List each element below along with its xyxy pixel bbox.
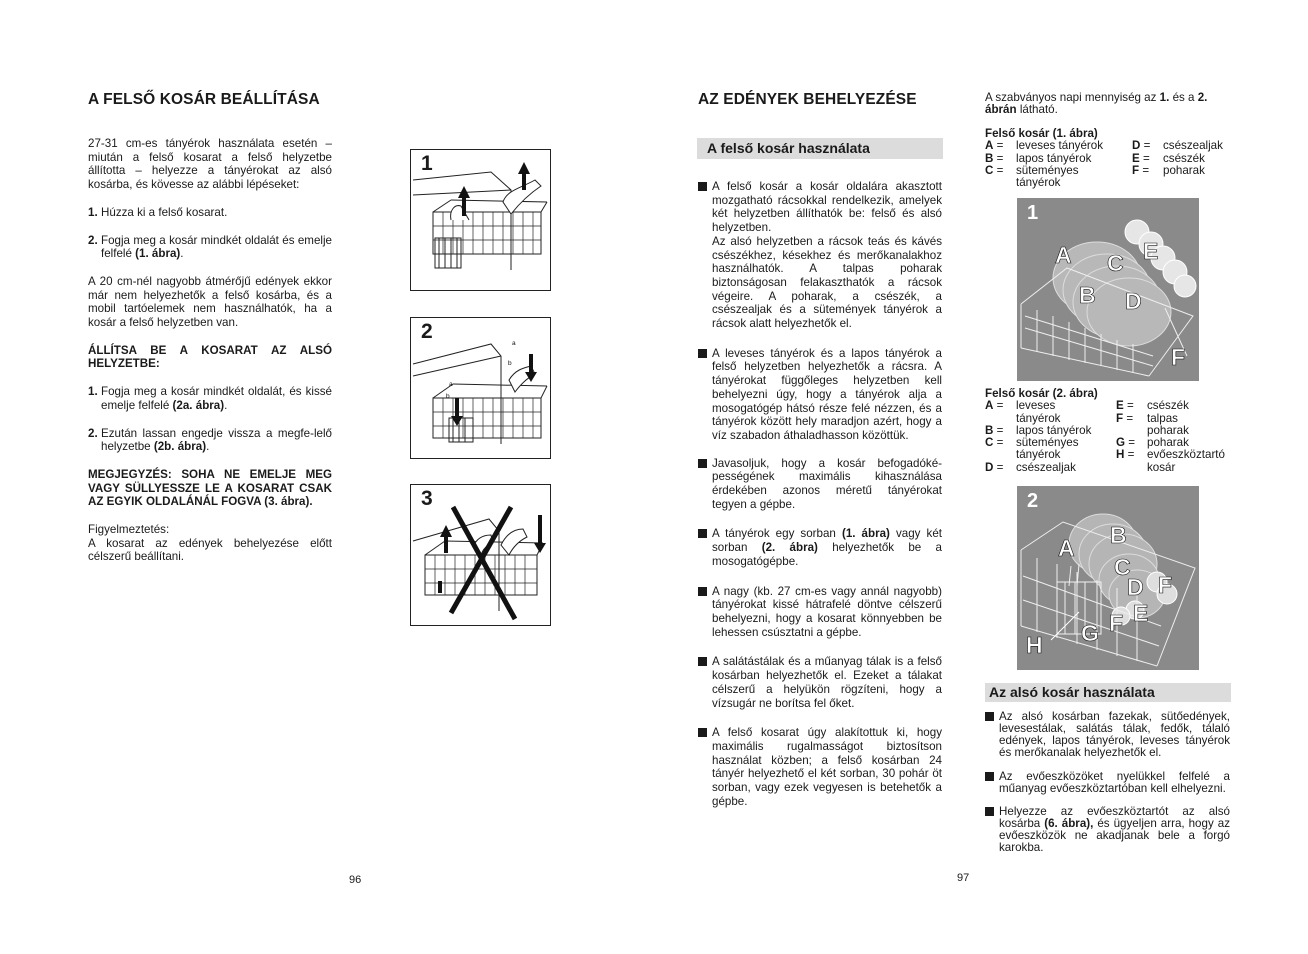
bullet-item bbox=[698, 585, 942, 640]
photo-label: C bbox=[1114, 554, 1131, 580]
figure-2 bbox=[410, 317, 551, 459]
legend-value: leveses tányérok bbox=[1016, 139, 1103, 153]
bullet-text-wrap bbox=[999, 806, 1230, 854]
figure-ref: (2b. ábra) bbox=[153, 440, 207, 454]
bullet-text-wrap bbox=[712, 180, 942, 331]
left-page-title: A FELSŐ KOSÁR BEÁLLÍTÁSA bbox=[88, 91, 320, 108]
step-1 bbox=[88, 206, 332, 220]
photo-label: A bbox=[1055, 242, 1072, 268]
photo-label: F bbox=[1171, 344, 1186, 370]
photo-label: G bbox=[1081, 620, 1099, 646]
legend-value: evőeszköztartó kosár bbox=[1147, 448, 1225, 474]
bullet-item bbox=[985, 711, 1230, 759]
legend-key: E bbox=[1132, 151, 1140, 165]
photo-upper-basket-1 bbox=[1017, 198, 1199, 381]
legend-value: talpas poharak bbox=[1147, 411, 1189, 437]
figure-1 bbox=[410, 149, 551, 291]
intro-text: látható. bbox=[1019, 103, 1058, 117]
legend-value: lapos tányérok bbox=[1016, 423, 1092, 437]
legend-columns bbox=[985, 140, 1235, 189]
fig2-mark-b: b bbox=[446, 393, 450, 400]
step-text-wrap: Fogja meg a kosár mindkét oldalát és emelje felfelé (1. ábra). bbox=[101, 233, 332, 261]
photo-label: A bbox=[1058, 535, 1075, 561]
step-text: Fogja meg a kosár mindkét oldalát és emelje felfelé bbox=[101, 233, 332, 261]
photo-label: F bbox=[1158, 572, 1173, 598]
page-number-left: 96 bbox=[349, 874, 362, 886]
photo-number: 1 bbox=[1027, 202, 1039, 224]
photo-label: E bbox=[1143, 238, 1159, 264]
note-label: Figyelmeztetés: bbox=[88, 523, 170, 537]
intro-text: A szabványos napi mennyiség az bbox=[985, 91, 1157, 104]
legend-value: lapos tányérok bbox=[1016, 151, 1092, 165]
legend-key: B bbox=[985, 151, 994, 165]
legend-key-wrap: C = bbox=[985, 436, 1004, 450]
bullet-text: A nagy (kb. 27 cm-es vagy annál nagyobb) tányérokat kissé hátrafelé döntve célszerű behelyezni, hogy a kosarat könnyebben be lehessen csúsztatni a gépbe. bbox=[712, 584, 942, 639]
legend-entry bbox=[985, 462, 1116, 474]
legend-fig-2 bbox=[985, 388, 1235, 474]
photo-label: D bbox=[1125, 288, 1142, 314]
legend-col-left bbox=[985, 140, 1132, 189]
left-warning: MEGJEGYZÉS: SOHA NE EMELJE MEG VAGY SÜLLYESSZE LE A KOSARAT CSAK AZ EGYIK OLDALÁNÁL FOGVA (3. ábra). bbox=[88, 467, 332, 509]
bullet-text: Az evőeszközöket nyelükkel felfelé a műanyag evőeszköztartóban kell elhelyezni. bbox=[999, 769, 1230, 795]
figure-ref: (1. ábra) bbox=[841, 527, 890, 541]
basket-lower-illustration bbox=[411, 318, 550, 458]
bullet-square-icon bbox=[985, 807, 994, 816]
figure-ref: (1. ábra) bbox=[135, 247, 181, 261]
bullet-square-icon bbox=[698, 349, 707, 358]
legend-value: poharak bbox=[1163, 163, 1205, 177]
photo-label: C bbox=[1107, 250, 1124, 276]
step-text: Húzza ki a felső kosarat. bbox=[101, 205, 228, 219]
photo-label: H bbox=[1026, 632, 1043, 658]
legend-fig-1 bbox=[985, 128, 1235, 189]
basket-raise-illustration bbox=[411, 150, 550, 290]
legend-entry bbox=[985, 165, 1132, 190]
note-text: A kosarat az edények behelyezése előtt célszerű beállítani. bbox=[88, 536, 332, 564]
legend-value: süteményes tányérok bbox=[1016, 163, 1079, 190]
step-text: Ezután lassan engedje vissza a megfe-lelő helyzetbe bbox=[101, 426, 332, 454]
legend-key: C bbox=[985, 436, 994, 450]
legend-key: F bbox=[1116, 411, 1124, 425]
legend-key-wrap: B = bbox=[985, 151, 1004, 165]
legend-col-right bbox=[1116, 400, 1235, 474]
left-para-2: A 20 cm-nél nagyobb átmérőjű edények ekkor már nem helyezhetők a felső kosárba, és a mobil tartóelemek nem használhatók, ha a kosár a felső helyzetben van. bbox=[88, 274, 332, 330]
step-b2 bbox=[88, 427, 332, 454]
bullet-text: A leveses tányérok és a lapos tányérok a felső helyzetben helyezhetők a rácsra. A tányérokat függőleges helyzetben kell behelyezni úgy, hogy a tányérok alja a mosogatógép hátsó része felé nézzen, és a tányérok között hely maradjon azért, hogy a víz szabadon áthaladhasson közöttük. bbox=[712, 346, 942, 442]
bullet-square-icon bbox=[698, 182, 707, 191]
photo-upper-basket-2 bbox=[1017, 486, 1199, 670]
legend-entry bbox=[985, 140, 1132, 152]
step-number: 1. bbox=[88, 385, 98, 399]
bullet-text: Helyezze az evőeszköztartót az alsó kosárba bbox=[999, 805, 1230, 831]
left-intro: 27-31 cm-es tányérok használata esetén – miután a felső kosarat a felső helyzetbe állította – helyezze a tányérokat az alsó kosárba, és kövesse az alábbi lépéseket: bbox=[88, 137, 332, 192]
legend-key-wrap: A = bbox=[985, 139, 1004, 153]
figure-number: 1 bbox=[421, 152, 433, 175]
bullet-square-icon bbox=[698, 587, 707, 596]
right-bullets bbox=[985, 711, 1230, 870]
intro-ref: 2. ábrán bbox=[985, 91, 1208, 117]
legend-entry bbox=[985, 400, 1116, 425]
legend-key-wrap: D = bbox=[1132, 139, 1151, 153]
photo-label: B bbox=[1110, 522, 1127, 548]
legend-value: leveses tányérok bbox=[1016, 399, 1061, 425]
bullet-item bbox=[698, 527, 942, 568]
section-upper-basket: A felső kosár használata bbox=[697, 138, 943, 159]
legend-key: D bbox=[1132, 139, 1141, 153]
bullet-text: és ügyeljen arra, hogy az evőeszközök ne akadjanak bele a forgó karokba. bbox=[999, 817, 1230, 855]
bullet-square-icon bbox=[698, 459, 707, 468]
bullet-text: vagy két sorban bbox=[712, 527, 942, 555]
legend-value: csészék bbox=[1163, 151, 1205, 165]
intro-text: és a bbox=[1172, 91, 1195, 104]
middle-title: AZ EDÉNYEK BEHELYEZÉSE bbox=[698, 91, 917, 108]
legend-key-wrap: G = bbox=[1116, 436, 1136, 450]
bullet-text: Az alsó kosárban fazekak, sütőedények, levesestálak, salátás tálak, fedők, tálaló edények, lapos tányérok, leveses tányérok és merőkanalak helyezhetők el. bbox=[999, 710, 1230, 759]
figure-ref: (6. ábra), bbox=[1044, 817, 1094, 831]
legend-key-wrap: D = bbox=[985, 460, 1004, 474]
step-text-wrap: Ezután lassan engedje vissza a megfe-lelő helyzetbe (2b. ábra). bbox=[101, 426, 332, 454]
legend-key: D bbox=[985, 460, 994, 474]
legend-key: A bbox=[985, 139, 994, 153]
step-text: Fogja meg a kosár mindkét oldalát, és kissé emelje felfelé bbox=[101, 385, 332, 412]
legend-key: E bbox=[1116, 399, 1124, 413]
page-number-right: 97 bbox=[957, 872, 970, 884]
legend-key: H bbox=[1116, 448, 1125, 462]
bullet-text: A tányérok egy sorban bbox=[712, 527, 836, 541]
figure-3 bbox=[410, 484, 551, 626]
step-number: 1. bbox=[88, 205, 98, 219]
photo-label: F bbox=[1109, 610, 1124, 636]
bullet-text: Az alsó helyzetben a rácsok teás és kávés csészékhez, késekhez és merőkanalakhoz használhatók. A talpas poharak biztonságosan felakaszthatók a rácsok végeire. A poharak, a csészék, a csészealjak és a sütemények tányérok a rácsok alatt helyezhetők el. bbox=[712, 234, 942, 331]
legend-entry bbox=[1132, 140, 1223, 152]
legend-col-right bbox=[1132, 140, 1223, 189]
bullet-text: A salátástálak és a műanyag tálak is a felső kosárban helyezhetők el. Ezeket a tálakat célszerű a helyükön rögzíteni, hogy a vízsugár ne borítsa fel őket. bbox=[712, 655, 942, 710]
fig2-mark-a: a bbox=[512, 340, 516, 347]
bullet-text: helyezhetők be a mosogatógépbe. bbox=[712, 541, 942, 568]
legend-value: süteményes tányérok bbox=[1016, 436, 1079, 462]
bullet-item bbox=[698, 655, 942, 710]
figure-ref: (2. ábra) bbox=[761, 541, 818, 555]
photo-label: D bbox=[1127, 574, 1144, 600]
step-text-wrap: Fogja meg a kosár mindkét oldalát, és kissé emelje felfelé (2a. ábra). bbox=[101, 385, 332, 412]
bullet-square-icon bbox=[985, 712, 994, 721]
left-text-column bbox=[88, 137, 332, 564]
legend-value: csészealjak bbox=[1163, 139, 1223, 153]
left-heading-2: ÁLLÍTSA BE A KOSARAT AZ ALSÓ HELYZETBE: bbox=[88, 343, 332, 371]
left-note bbox=[88, 523, 332, 564]
figure-ref: (2a. ábra) bbox=[172, 398, 225, 412]
legend-key-wrap: C = bbox=[985, 163, 1004, 177]
bullet-square-icon bbox=[698, 728, 707, 737]
photo-label: B bbox=[1079, 282, 1096, 308]
legend-value: csészealjak bbox=[1016, 460, 1076, 474]
bullet-square-icon bbox=[985, 772, 994, 781]
legend-key: B bbox=[985, 423, 994, 437]
photo-number: 2 bbox=[1027, 490, 1039, 512]
bullet-item bbox=[985, 771, 1230, 795]
legend-col-left bbox=[985, 400, 1116, 474]
bullet-square-icon bbox=[698, 529, 707, 538]
legend-key: F bbox=[1132, 163, 1140, 177]
legend-key-wrap: F = bbox=[1132, 163, 1150, 177]
bullet-text: A felső kosár a kosár oldalára akasztott mozgatható rácsokkal rendelkezik, amelyek két helyzetben állíthatók be: felső és alsó helyzetben. bbox=[712, 180, 942, 235]
bullet-item bbox=[698, 726, 942, 808]
section-lower-basket: Az alsó kosár használata bbox=[985, 683, 1231, 702]
legend-columns bbox=[985, 400, 1235, 474]
intro-ref: 1. bbox=[1159, 91, 1170, 104]
bullet-square-icon bbox=[698, 657, 707, 666]
step-2 bbox=[88, 234, 332, 261]
legend-key: G bbox=[1116, 436, 1126, 450]
legend-key-wrap: E = bbox=[1116, 399, 1134, 413]
bullet-item bbox=[698, 180, 942, 331]
legend-key: A bbox=[985, 399, 994, 413]
legend-key-wrap: E = bbox=[1132, 151, 1150, 165]
step-number: 2. bbox=[88, 233, 98, 247]
bullet-text-wrap bbox=[712, 527, 942, 568]
bullet-text: Javasoljuk, hogy a kosár befogadóké-pességének maximális kihasználása érdekében azonos méretű tányérokat tegyen a gépbe. bbox=[712, 456, 942, 511]
legend-value: csészék bbox=[1147, 399, 1189, 413]
figure-number: 2 bbox=[421, 320, 433, 343]
bullet-text: A felső kosarat úgy alakítottuk ki, hogy maximális rugalmasságot biztosítson használat közben; a felső kosárban 24 tányér helyezhető el két sorban, 30 pohár öt sorban, vagy ezek vegyesen is betehetők a gépbe. bbox=[712, 726, 942, 808]
legend-value: poharak bbox=[1147, 436, 1189, 450]
bullet-item bbox=[985, 806, 1230, 854]
fig2-mark-a: a bbox=[449, 381, 453, 388]
right-intro bbox=[985, 92, 1231, 117]
legend-entry bbox=[1132, 165, 1223, 177]
fig2-mark-b: b bbox=[508, 360, 512, 367]
legend-entry bbox=[1116, 413, 1235, 438]
step-number: 2. bbox=[88, 426, 98, 440]
bullet-item bbox=[698, 347, 942, 443]
legend-key: C bbox=[985, 163, 994, 177]
legend-title: Felső kosár (2. ábra) bbox=[985, 387, 1098, 400]
figure-number: 3 bbox=[421, 487, 433, 510]
legend-key-wrap: F = bbox=[1116, 411, 1134, 425]
legend-key-wrap: B = bbox=[985, 423, 1004, 437]
legend-entry bbox=[985, 437, 1116, 462]
legend-key-wrap: A = bbox=[985, 399, 1004, 413]
legend-entry bbox=[1116, 400, 1235, 412]
photo-label: E bbox=[1133, 600, 1149, 626]
bullet-item bbox=[698, 457, 942, 512]
wrong-method-illustration bbox=[411, 485, 550, 625]
legend-entry bbox=[1116, 449, 1235, 474]
legend-key-wrap: H = bbox=[1116, 448, 1135, 462]
step-b1 bbox=[88, 385, 332, 412]
legend-title: Felső kosár (1. ábra) bbox=[985, 127, 1098, 140]
middle-bullets bbox=[698, 180, 942, 824]
